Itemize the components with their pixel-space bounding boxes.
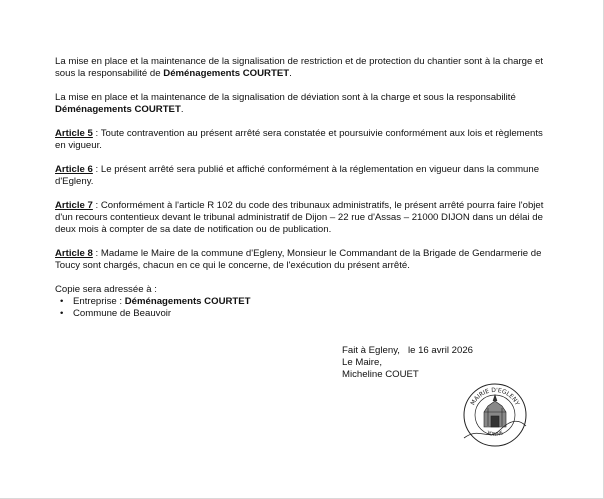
article-6: Article 6 : Le présent arrêté sera publié et affiché conformément à la réglementation en vigueur dans la commune d'Egleny. xyxy=(55,164,540,187)
seal-emblem-icon xyxy=(484,395,506,427)
article-5-label: Article 5 xyxy=(55,128,93,139)
article-6-label: Article 6 xyxy=(55,164,93,175)
mayor-stamp-seal xyxy=(460,380,530,450)
svg-text:YONNE: YONNE xyxy=(485,430,505,438)
paragraph-restriction-signage: La mise en place et la maintenance de la signalisation de restriction et de protection du chantier sont à la charge et sous la responsabilité de Déménagements COURTET. xyxy=(55,56,543,79)
company-name: Déménagements COURTET xyxy=(163,68,290,79)
copies-intro: Copie sera adressée à : xyxy=(55,284,157,295)
article-5: Article 5 : Toute contravention au présent arrêté sera constatée et poursuivie conformément aux lois et règlements en vigueur. xyxy=(55,128,543,151)
paragraph-deviation-signage: La mise en place et la maintenance de la signalisation de déviation sont à la charge et sous la responsabilité Déménagements COURTET. xyxy=(55,92,516,115)
signatory-role: Le Maire, xyxy=(342,357,382,368)
article-8-label: Article 8 xyxy=(55,248,93,259)
svg-text:MAIRIE D'EGLENY: MAIRIE D'EGLENY xyxy=(469,386,521,407)
signature-block xyxy=(342,345,473,381)
article-7-label: Article 7 xyxy=(55,200,93,211)
recipients-list xyxy=(55,296,545,320)
company-name: Déménagements COURTET xyxy=(124,296,251,307)
article-8: Article 8 : Madame le Maire de la commune d'Egleny, Monsieur le Commandant de la Brigade de Gendarmerie de Toucy sont chargés, chacun en ce qui le concerne, de l'exécution du présent arrêté. xyxy=(55,248,542,271)
company-name: Déménagements COURTET xyxy=(55,104,181,115)
place-date: Fait à Egleny, le 16 avril 2026 xyxy=(342,345,474,356)
article-7: Article 7 : Conformément à l'article R 102 du code des tribunaux administratifs, le présent arrêté pourra faire l'objet d'un recours contentieux devant le tribunal administratif de Dijon – 22 rue d'Assas – 21000 DIJON dans un délai de deux mois à compter de sa date de notification ou de publication. xyxy=(55,200,544,235)
signatory-name: Micheline COUET xyxy=(342,369,419,380)
list-item: • Commune de Beauvoir xyxy=(55,308,545,320)
document-body xyxy=(55,56,545,320)
list-item: • Entreprise : Déménagements COURTET xyxy=(55,296,545,308)
